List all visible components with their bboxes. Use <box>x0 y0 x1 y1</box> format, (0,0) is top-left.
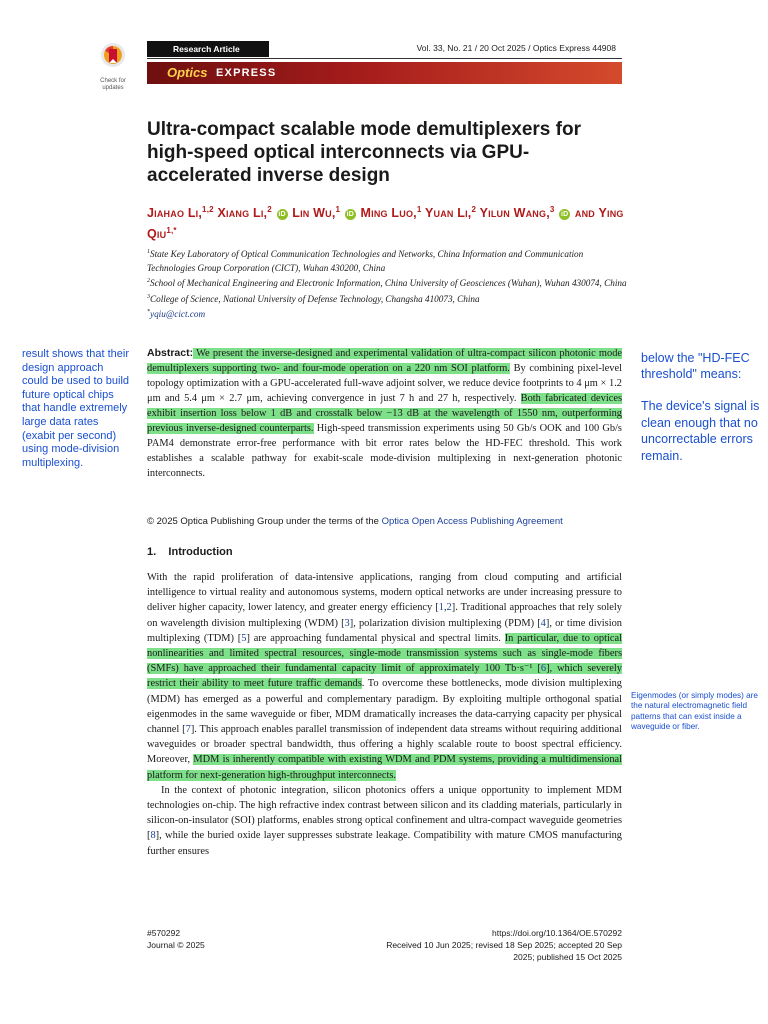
abstract-body <box>147 348 622 479</box>
affiliation-line <box>147 306 627 322</box>
highlighted-text: In particular, due to optical nonlinearities and limited spectral resources, single-mode transmission systems such as single-mode fibers (SMFs) have approached their fundamental capacity limit of approximately 100 Tb·s⁻¹ [ <box>147 632 622 675</box>
license-link[interactable]: Optica Open Access Publishing Agreement <box>381 516 563 527</box>
footer-left <box>147 927 205 951</box>
citation-link[interactable]: 3 <box>344 617 350 629</box>
check-for-updates-badge[interactable] <box>92 42 134 91</box>
body-text: ] are approaching fundamental physical and spectral limits. <box>246 632 505 644</box>
abstract-heading: Abstract: <box>147 347 194 359</box>
author-affiliation-mark: 1 <box>416 205 422 214</box>
citation-link[interactable]: 6 <box>540 663 547 675</box>
affiliation-text: State Key Laboratory of Optical Communication Technologies and Networks, China Information and Communication Technologies Group Corporation (CICT), Wuhan 430200, China <box>147 249 584 273</box>
journal-citation: Vol. 33, No. 21 / 20 Oct 2025 / Optics Express 44908 <box>416 43 616 53</box>
journal-copyright: Journal © 2025 <box>147 940 205 950</box>
body-text: ], while the buried oxide layer suppresses substrate leakage. Compatibility with mature CMOS manufacturing further ensures <box>147 830 622 857</box>
corresponding-email: yqiu@cict.com <box>150 309 206 320</box>
author-name: Xiang Li, <box>217 206 268 221</box>
license-line <box>147 516 622 527</box>
orcid-icon[interactable]: iD <box>278 211 286 219</box>
section-number: 1. <box>147 546 157 558</box>
affiliation-text: School of Mechanical Engineering and Electronic Information, China University of Geosciences (Wuhan), Wuhan 430074, China <box>150 278 627 289</box>
abstract <box>147 346 622 481</box>
introduction-body <box>147 570 622 859</box>
annotation-right-bottom: Eigenmodes (or simply modes) are the natural electromagnetic field patterns that can exist inside a waveguide or fiber. <box>631 691 758 732</box>
citation-link[interactable]: 8 <box>150 830 156 842</box>
body-text: , <box>443 602 447 614</box>
brand-express: EXPRESS <box>216 67 277 79</box>
author-name: Yilun Wang, <box>479 206 550 221</box>
abstract-text: By combining pixel-level topology optimization with a GPU-accelerated full-wave adjoint solver, we reduce device footprints to 4 μm × 1.2 μm and 5.4 μm × 2.7 μm, achieving convergence in just 7 h and 27 h, respectively. <box>147 363 622 404</box>
author-affiliation-mark: 2 <box>471 205 477 214</box>
license-text: © 2025 Optica Publishing Group under the terms of the <box>147 516 382 527</box>
body-text: ]. Traditional approaches that rely solely on wavelength division multiplexing (WDM) [ <box>147 602 622 629</box>
annotation-left: result shows that their design approach could be used to build future optical chips that handle extremely large data rates (exabit per second) using mode-division multiplexing. <box>22 348 130 469</box>
doi-link[interactable]: https://doi.org/10.1364/OE.570292 <box>492 928 622 938</box>
check-for-updates-label: Check for updates <box>100 78 126 91</box>
author-affiliation-mark: 1,* <box>166 226 177 236</box>
author-name: Ming Luo, <box>360 206 417 221</box>
article-header-bar <box>147 40 622 59</box>
author-list <box>147 201 627 243</box>
highlighted-text: We present the inverse-designed and experimental validation of ultra-compact silicon photonic mode demultiplexers supporting two- and four-mode operation on a 220 nm SOI platform. <box>147 348 622 374</box>
paper-title: Ultra-compact scalable mode demultiplexers for high-speed optical interconnects via GPU-accelerated inverse design <box>147 119 581 186</box>
intro-paragraph-2 <box>147 783 622 859</box>
affiliation-mark: 1 <box>147 249 150 255</box>
affiliation-mark: * <box>147 309 150 316</box>
annotation-right-middle: The device's signal is clean enough that no uncorrectable errors remain. <box>641 399 760 463</box>
affiliation-mark: 2 <box>147 278 150 285</box>
abstract-text: High-speed transmission experiments using 50 Gb/s OOK and 100 Gb/s PAM4 demonstrate error-free performance with bit error rates below the HD-FEC threshold. This work establishes a scalable pathway for exabit-scale mode-division multiplexing in next-generation photonic interconnects. <box>147 423 622 479</box>
highlighted-text: ], which severely restrict their ability to meet future traffic demands <box>147 663 622 690</box>
body-text: . To overcome these bottlenecks, mode division multiplexing (MDM) has emerged as a powerful and complementary paradigm. By exploiting multiple orthogonal spatial eigenmodes in the same waveguide or fiber, MDM dramatically increases the data-carrying capacity per physical channel [ <box>147 678 622 736</box>
affiliations <box>147 246 627 322</box>
citation-link[interactable]: 1 <box>438 602 444 614</box>
section-title: Introduction <box>168 546 233 558</box>
body-text: ], polarization division multiplexing (PDM) [ <box>349 617 541 629</box>
affiliation-mark: 3 <box>147 293 150 300</box>
intro-paragraph-1 <box>147 570 622 783</box>
author-name: Lin Wu, <box>292 206 336 221</box>
bookmark-ribbon-icon <box>100 42 126 72</box>
orcid-icon[interactable]: iD <box>561 211 569 219</box>
journal-brand-bar <box>147 62 622 84</box>
author-affiliation-mark: 1,2 <box>202 205 214 214</box>
article-type-label: Research Article <box>147 41 269 57</box>
body-text: ], or time division multiplexing (TDM) [ <box>147 617 622 644</box>
author-name: Yuan Li, <box>424 206 472 221</box>
publication-dates: Received 10 Jun 2025; revised 18 Sep 2025; accepted 20 Sep 2025; published 15 Oct 2025 <box>386 940 622 962</box>
citation-link[interactable]: 5 <box>241 632 247 644</box>
annotation-right-top: below the "HD-FEC threshold" means: <box>641 351 750 381</box>
article-id: #570292 <box>147 928 181 938</box>
affiliation-text: College of Science, National University of Defense Technology, Changsha 410073, China <box>150 293 480 304</box>
citation-link[interactable]: 2 <box>446 602 452 614</box>
citation-link[interactable]: 4 <box>540 617 546 629</box>
highlighted-text: Both fabricated devices exhibit insertion loss below 1 dB and crosstalk below −13 dB at the wavelength of 1550 nm, outperforming previous inverse-designed counterparts. <box>147 393 623 434</box>
author-name: Jiahao Li, <box>147 206 203 221</box>
body-text: ]. This approach enables parallel transmission of independent data streams without requiring additional waveguides or broader spectral bandwidth, thus offering a highly scalable route to boost spectral efficiency. Moreover, <box>147 724 622 766</box>
affiliation-line <box>147 246 627 275</box>
author-affiliation-mark: 1 <box>335 205 341 214</box>
author-affiliation-mark: 3 <box>549 205 555 214</box>
author-affiliation-mark: 2 <box>267 205 272 214</box>
orcid-icon[interactable]: iD <box>346 211 355 219</box>
affiliation-line <box>147 275 627 291</box>
footer-right <box>380 927 622 963</box>
body-text: In the context of photonic integration, silicon photonics offers a unique opportunity to implement MDM technologies on-chip. The high refractive index contrast between silicon and its cladding materials, particularly in silicon-on-insulator (SOI) platforms, enables strong optical confinement and ultra-compact waveguide geometries [ <box>147 784 622 842</box>
body-text: With the rapid proliferation of data-intensive applications, ranging from cloud computing and artificial intelligence to virtual reality and autonomous systems, modern optical networks are under increasing pressure to deliver higher capacity, lower latency, and greater energy efficiency [ <box>147 572 622 614</box>
highlighted-text: MDM is inherently compatible with existing WDM and PDM systems, providing a multidimensional platform for next-generation high-throughput interconnects. <box>147 754 623 781</box>
affiliation-line <box>147 291 627 307</box>
brand-optics: Optics <box>167 65 208 80</box>
author-name: and Ying Qiu <box>147 206 624 242</box>
section-heading-introduction <box>147 546 233 558</box>
citation-link[interactable]: 7 <box>185 724 191 736</box>
